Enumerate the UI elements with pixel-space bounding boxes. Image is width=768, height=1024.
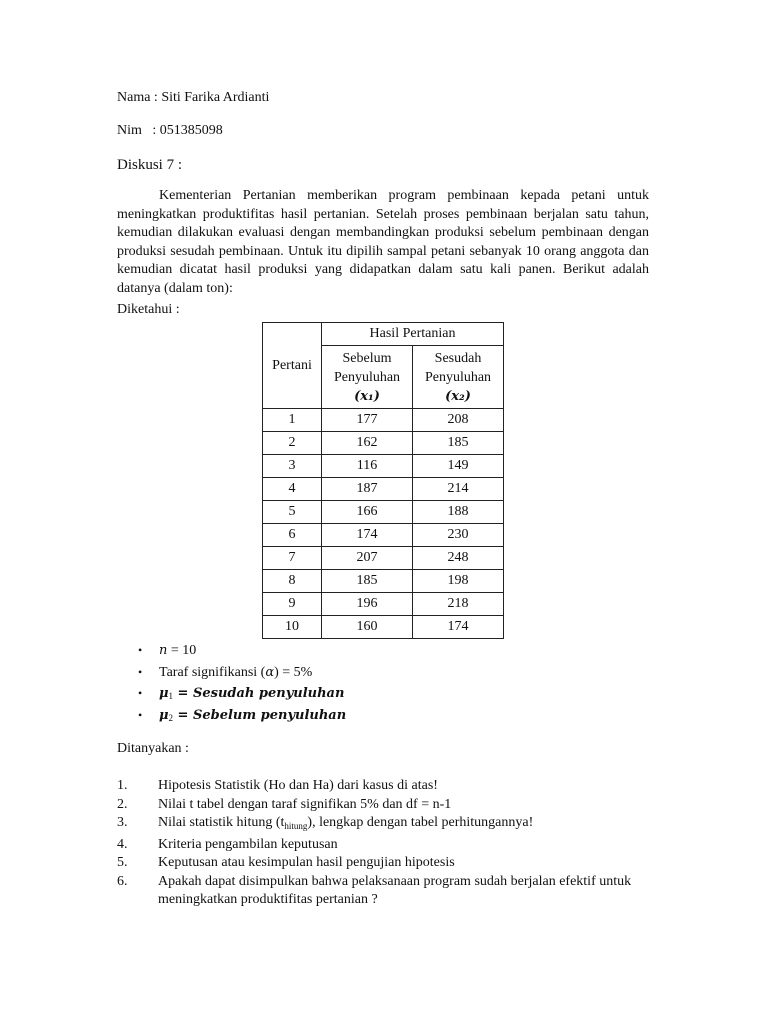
student-nim: Nim : 051385098 — [117, 123, 223, 138]
known-item-alpha — [138, 662, 346, 684]
question-number: 6. — [117, 873, 128, 889]
table-row — [263, 432, 504, 455]
mu2-text: = Sebelum penyuluhan — [173, 707, 347, 723]
alpha-value: ) = 5% — [274, 664, 313, 680]
cell-after: 218 — [413, 593, 504, 616]
alpha-text: Taraf signifikansi ( — [159, 664, 266, 680]
cell-pertani: 1 — [263, 409, 322, 432]
cell-after: 185 — [413, 432, 504, 455]
mu2-sub: 2 — [168, 712, 174, 723]
n-symbol: n — [159, 643, 168, 658]
header-after-line2: Penyuluhan — [424, 369, 492, 385]
header-before-symbol: (x₁) — [354, 388, 380, 404]
alpha-symbol: α — [265, 664, 275, 680]
mu1-sub: 1 — [168, 691, 174, 701]
header-pertani: Pertani — [263, 323, 322, 409]
question-text-sub: hitung — [284, 821, 308, 831]
cell-pertani: 10 — [263, 616, 322, 639]
question-text: Keputusan atau kesimpulan hasil pengujian hipotesis — [158, 855, 455, 870]
header-before-line2: Penyuluhan — [333, 369, 401, 385]
table-row — [263, 409, 504, 432]
n-value: = 10 — [167, 643, 197, 658]
cell-pertani: 4 — [263, 478, 322, 501]
cell-before: 166 — [322, 501, 413, 524]
known-item-mu1 — [138, 683, 346, 705]
student-name: Nama : Siti Farika Ardianti — [117, 90, 270, 105]
question-number: 3. — [117, 815, 128, 830]
cell-after: 174 — [413, 616, 504, 639]
cell-before: 196 — [322, 593, 413, 616]
cell-pertani: 5 — [263, 501, 322, 524]
question-text — [158, 814, 657, 836]
question-item — [117, 777, 657, 796]
cell-before: 174 — [322, 524, 413, 547]
question-text: Hipotesis Statistik (Ho dan Ha) dari kasus di atas! — [158, 778, 438, 793]
cell-before: 185 — [322, 570, 413, 593]
cell-pertani: 9 — [263, 593, 322, 616]
cell-pertani: 3 — [263, 455, 322, 478]
table-row — [263, 570, 504, 593]
asked-label: Ditanyakan : — [117, 741, 189, 756]
question-item — [117, 854, 657, 873]
question-item — [117, 796, 657, 815]
cell-pertani: 6 — [263, 524, 322, 547]
known-item-n — [138, 640, 346, 662]
header-after-symbol: (x₂) — [445, 388, 471, 404]
cell-before: 116 — [322, 455, 413, 478]
question-text: Apakah dapat disimpulkan bahwa pelaksanaan program sudah berjalan efektif untuk meningkatkan produktifitas pertanian ? — [158, 873, 632, 907]
table-row — [263, 616, 504, 639]
cell-after: 188 — [413, 501, 504, 524]
table-row — [263, 524, 504, 547]
header-after-line1: Sesudah — [434, 350, 482, 366]
cell-after: 248 — [413, 547, 504, 570]
header-before-line1: Sebelum — [342, 350, 392, 366]
table-row — [263, 593, 504, 616]
question-text-before: Nilai statistik hitung (t — [158, 815, 285, 830]
cell-pertani: 2 — [263, 432, 322, 455]
question-item — [117, 814, 657, 836]
cell-after: 208 — [413, 409, 504, 432]
question-number: 5. — [117, 855, 128, 870]
question-list — [117, 777, 657, 910]
table-row — [263, 478, 504, 501]
known-label: Diketahui : — [117, 302, 180, 317]
known-item-mu2 — [138, 705, 346, 727]
question-text: Kriteria pengambilan keputusan — [158, 836, 338, 852]
known-list — [138, 640, 346, 726]
table-body — [263, 409, 504, 639]
data-table — [262, 322, 504, 639]
table-row — [263, 547, 504, 570]
question-text-after: ), lengkap dengan tabel perhitungannya! — [307, 815, 534, 830]
cell-after: 198 — [413, 570, 504, 593]
cell-after: 214 — [413, 478, 504, 501]
table-row — [263, 455, 504, 478]
header-after — [413, 346, 504, 409]
question-number: 1. — [117, 778, 128, 793]
cell-before: 162 — [322, 432, 413, 455]
intro-paragraph: Kementerian Pertanian memberikan program pembinaan kepada petani untuk meningkatkan produktifitas hasil pertanian. Setelah proses pembinaan berjalan satu tahun, kemudian dilakukan evaluasi dengan membandingkan produksi sebelum pembinaan dengan produksi sesudah pembinaan. Untuk itu dipilih sampal petani sebanyak 10 orang anggota dan kemudian dicatat hasil produksi yang didapatkan dalam satu kali panen. Berikut adalah datanya (dalam ton): — [117, 188, 649, 296]
cell-before: 160 — [322, 616, 413, 639]
cell-before: 207 — [322, 547, 413, 570]
mu1-text: = Sesudah penyuluhan — [173, 686, 345, 701]
mu1-symbol: μ — [159, 686, 169, 701]
cell-pertani: 7 — [263, 547, 322, 570]
header-hasil-pertanian: Hasil Pertanian — [322, 323, 504, 346]
cell-pertani: 8 — [263, 570, 322, 593]
cell-before: 177 — [322, 409, 413, 432]
cell-after: 230 — [413, 524, 504, 547]
header-before — [322, 346, 413, 409]
question-number: 4. — [117, 836, 128, 852]
question-text: Nilai t tabel dengan taraf signifikan 5% dan df = n-1 — [158, 796, 452, 812]
cell-before: 187 — [322, 478, 413, 501]
question-item — [117, 873, 657, 910]
cell-after: 149 — [413, 455, 504, 478]
question-item — [117, 836, 657, 855]
question-number: 2. — [117, 796, 128, 812]
discussion-title: Diskusi 7 : — [117, 157, 183, 173]
table-row — [263, 501, 504, 524]
mu2-symbol: μ — [159, 707, 169, 723]
